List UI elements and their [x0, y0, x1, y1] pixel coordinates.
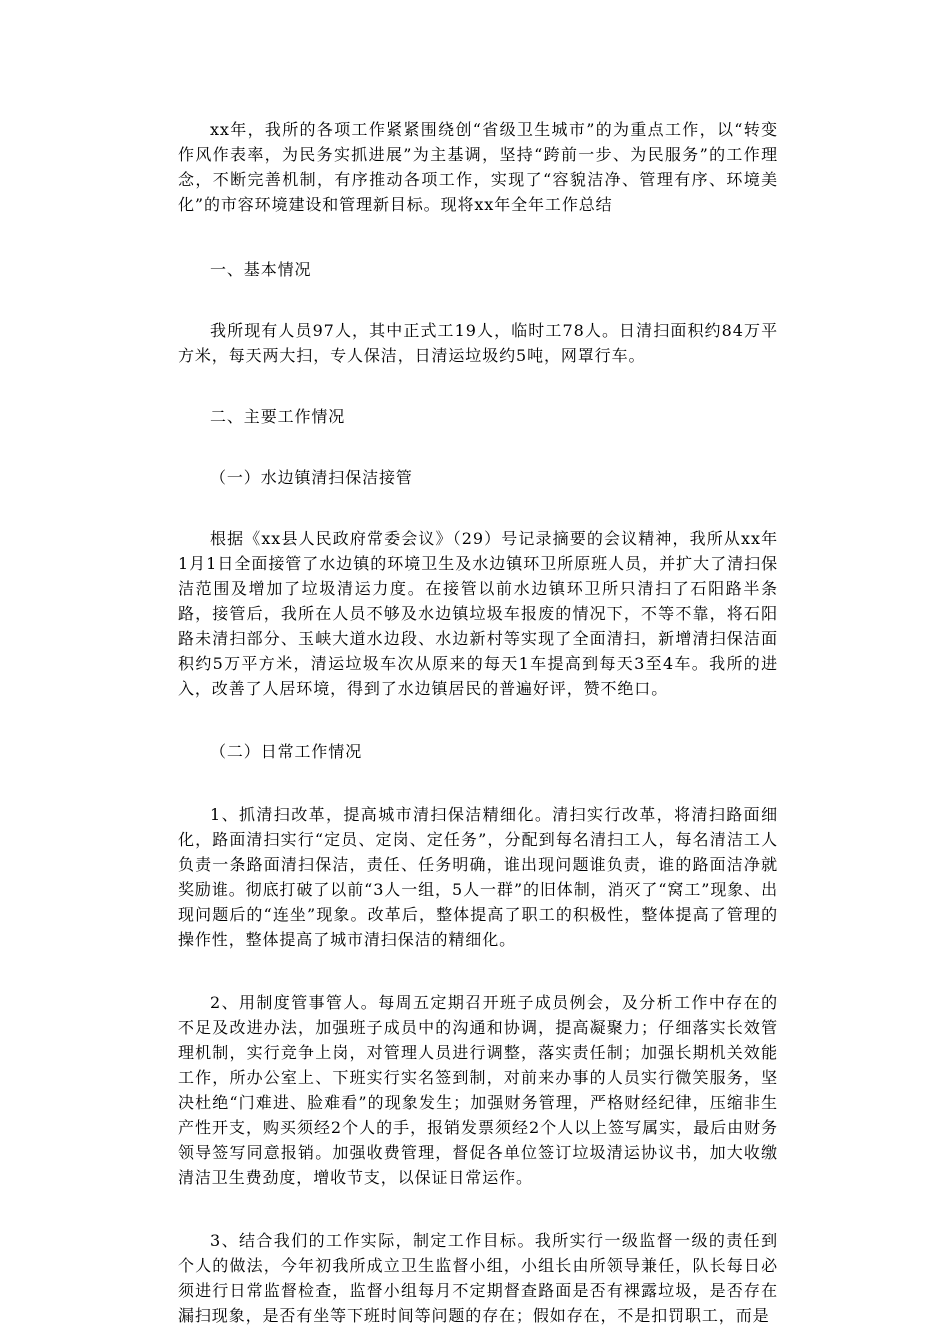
- basic-situation-paragraph: 我所现有人员97人，其中正式工19人，临时工78人。日清扫面积约84万平方米，每天两大扫，专人保洁，日清运垃圾约5吨，网罩行车。: [178, 321, 778, 365]
- daily-work-item-1: 1、抓清扫改革，提高城市清扫保洁精细化。清扫实行改革，将清扫路面细化，路面清扫实行“定员、定岗、定任务”，分配到每名清扫工人，每名清洁工人负责一条路面清扫保洁，责任、任务明确，谁出现问题谁负责，谁的路面洁净就奖励谁。彻底打破了以前“3人一组，5人一群”的旧体制，消灭了“窝工”现象、出现问题后的“连坐”现象。改革后，整体提高了职工的积极性，整体提高了管理的操作性，整体提高了城市清扫保洁的精细化。: [178, 805, 778, 949]
- section-heading-basic-situation: 一、基本情况: [210, 260, 312, 279]
- daily-work-item-3: 3、结合我们的工作实际，制定工作目标。我所实行一级监督一级的责任到个人的做法，今年初我所成立卫生监督小组，小组长由所领导兼任，队长每日必须进行日常监督检查，监督小组每月不定期督查路面是否有裸露垃圾，是否存在漏扫现象，是否有坐等下班时间等问题的存在；假如存在，不是扣罚职工，而是: [178, 1231, 778, 1325]
- daily-work-item-2: 2、用制度管事管人。每周五定期召开班子成员例会，及分析工作中存在的不足及改进办法，加强班子成员中的沟通和协调，提高凝聚力；仔细落实长效管理机制，实行竞争上岗，对管理人员进行调整，落实责任制；加强长期机关效能工作，所办公室上、下班实行实名签到制，对前来办事的人员实行微笑服务，坚决杜绝“门难进、脸难看”的现象发生；加强财务管理，严格财经纪律，压缩非生产性开支，购买须经2个人的手，报销发票须经2个人以上签写属实，最后由财务领导签写同意报销。加强收费管理，督促各单位签订垃圾清运协议书，加大收缴清洁卫生费劲度，增收节支，以保证日常运作。: [178, 993, 778, 1187]
- subsection-heading-daily-work: （二）日常工作情况: [210, 742, 363, 761]
- section-heading-main-work: 二、主要工作情况: [210, 407, 346, 426]
- intro-paragraph: xx年，我所的各项工作紧紧围绕创“省级卫生城市”的为重点工作，以“转变作风作表率，为民务实抓进展”为主基调，坚持“跨前一步、为民服务”的工作理念，不断完善机制，有序推动各项工作，实现了“容貌洁净、管理有序、环境美化”的市容环境建设和管理新目标。现将xx年全年工作总结: [178, 120, 778, 214]
- subsection-heading-shuibian-takeover: （一）水边镇清扫保洁接管: [210, 468, 413, 487]
- shuibian-takeover-paragraph: 根据《xx县人民政府常委会议》（29）号记录摘要的会议精神，我所从xx年1月1日全面接管了水边镇的环境卫生及水边镇环卫所原班人员，并扩大了清扫保洁范围及增加了垃圾清运力度。在接管以前水边镇环卫所只清扫了石阳路半条路，接管后，我所在人员不够及水边镇垃圾车报废的情况下，不等不靠，将石阳路未清扫部分、玉峡大道水边段、水边新村等实现了全面清扫，新增清扫保洁面积约5万平方米，清运垃圾车次从原来的每天1车提高到每天3至4车。我所的进入，改善了人居环境，得到了水边镇居民的普遍好评，赞不绝口。: [178, 529, 778, 698]
- document-body: [178, 117, 778, 1328]
